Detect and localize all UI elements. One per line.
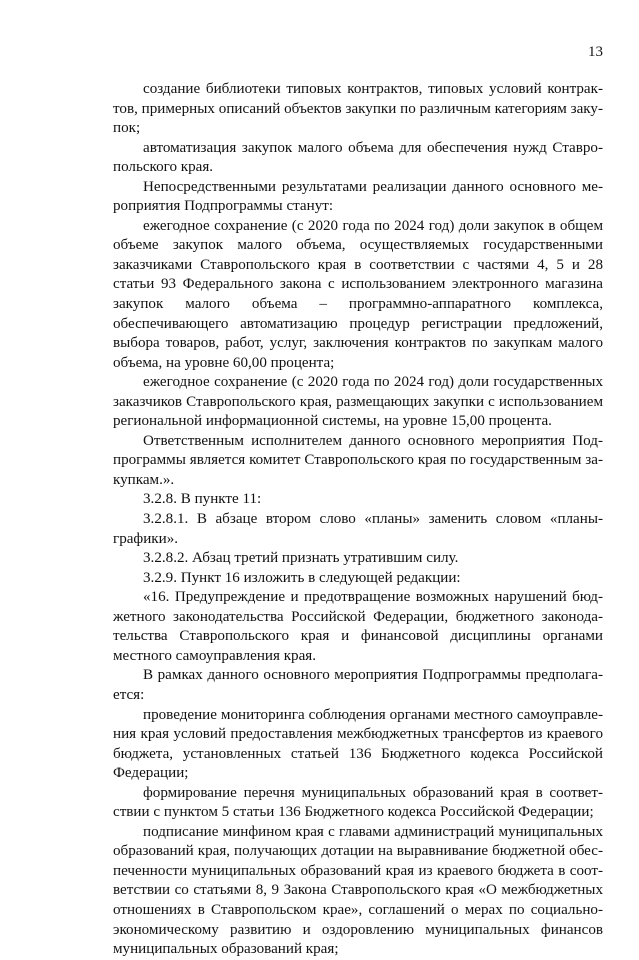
paragraph: формирование перечня муниципальных образований края в соответствии с пунктом 5 статьи 136 Бюджетного кодекса Российской Федерации;	[113, 784, 603, 821]
paragraph: проведение мониторинга соблюдения органами местного самоуправления края условий предоставления межбюджетных трансфертов из краевого бюджета, установленных статьей 136 Бюджетного кодекса Российской Федерации;	[113, 706, 603, 782]
paragraph: 3.2.8. В пункте 11:	[143, 491, 262, 508]
document-body	[113, 80, 603, 960]
paragraph: 3.2.8.2. Абзац третий признать утратившим силу.	[143, 550, 459, 567]
paragraph: автоматизация закупок малого объема для обеспечения нужд Ставропольского края.	[113, 139, 603, 176]
page-number: 13	[588, 44, 603, 60]
paragraph: ежегодное сохранение (с 2020 года по 2024 год) доли государственных заказчиков Ставропольского края, размещающих закупки с использованием региональной информационной системы, на уровне 15,00 процента.	[113, 374, 603, 430]
paragraph: 3.2.8.1. В абзаце втором слово «планы» заменить словом «планы-графики».	[113, 511, 603, 547]
paragraph: создание библиотеки типовых контрактов, типовых условий контрактов, примерных описаний объектов закупки по различным категориям закупок;	[113, 81, 603, 137]
paragraph: «16. Предупреждение и предотвращение возможных нарушений бюджетного законодательства Российской Федерации, бюджетного законодательства Ставропольского края и финансовой дисциплины органами местного самоуправления края.	[113, 589, 603, 664]
paragraph: Ответственным исполнителем данного основного мероприятия Подпрограммы является комитет Ставропольского края по государственным закупкам.».	[113, 432, 603, 488]
paragraph: В рамках данного основного мероприятия Подпрограммы предполагается:	[113, 667, 603, 703]
paragraph: 3.2.9. Пункт 16 изложить в следующей редакции:	[143, 569, 461, 586]
paragraph: подписание минфином края с главами администраций муниципальных образований края, получающих дотации на выравнивание бюджетной обеспеченности муниципальных образований края из краевого бюджета в соответствии со статьями 8, 9 Закона Ставропольского края «О межбюджетных отношениях в Ставропольском крае», соглашений о мерах по социально-экономическому развитию и оздоровлению муниципальных финансов муниципальных образований края;	[113, 823, 603, 958]
paragraph: Непосредственными результатами реализации данного основного мероприятия Подпрограммы станут:	[113, 178, 603, 215]
paragraph: ежегодное сохранение (с 2020 года по 2024 год) доли закупок в общем объеме закупок малого объема, осуществляемых государственными заказчиками Ставропольского края в соответствии с частями 4, 5 и 28 статьи 93 Федерального закона с использованием электронного магазина закупок малого объема – программно-аппаратного комплекса, обеспечивающего автоматизацию процедур регистрации предложений, выбора товаров, работ, услуг, заключения контрактов по закупкам малого объема, на уровне 60,00 процента;	[113, 217, 603, 371]
